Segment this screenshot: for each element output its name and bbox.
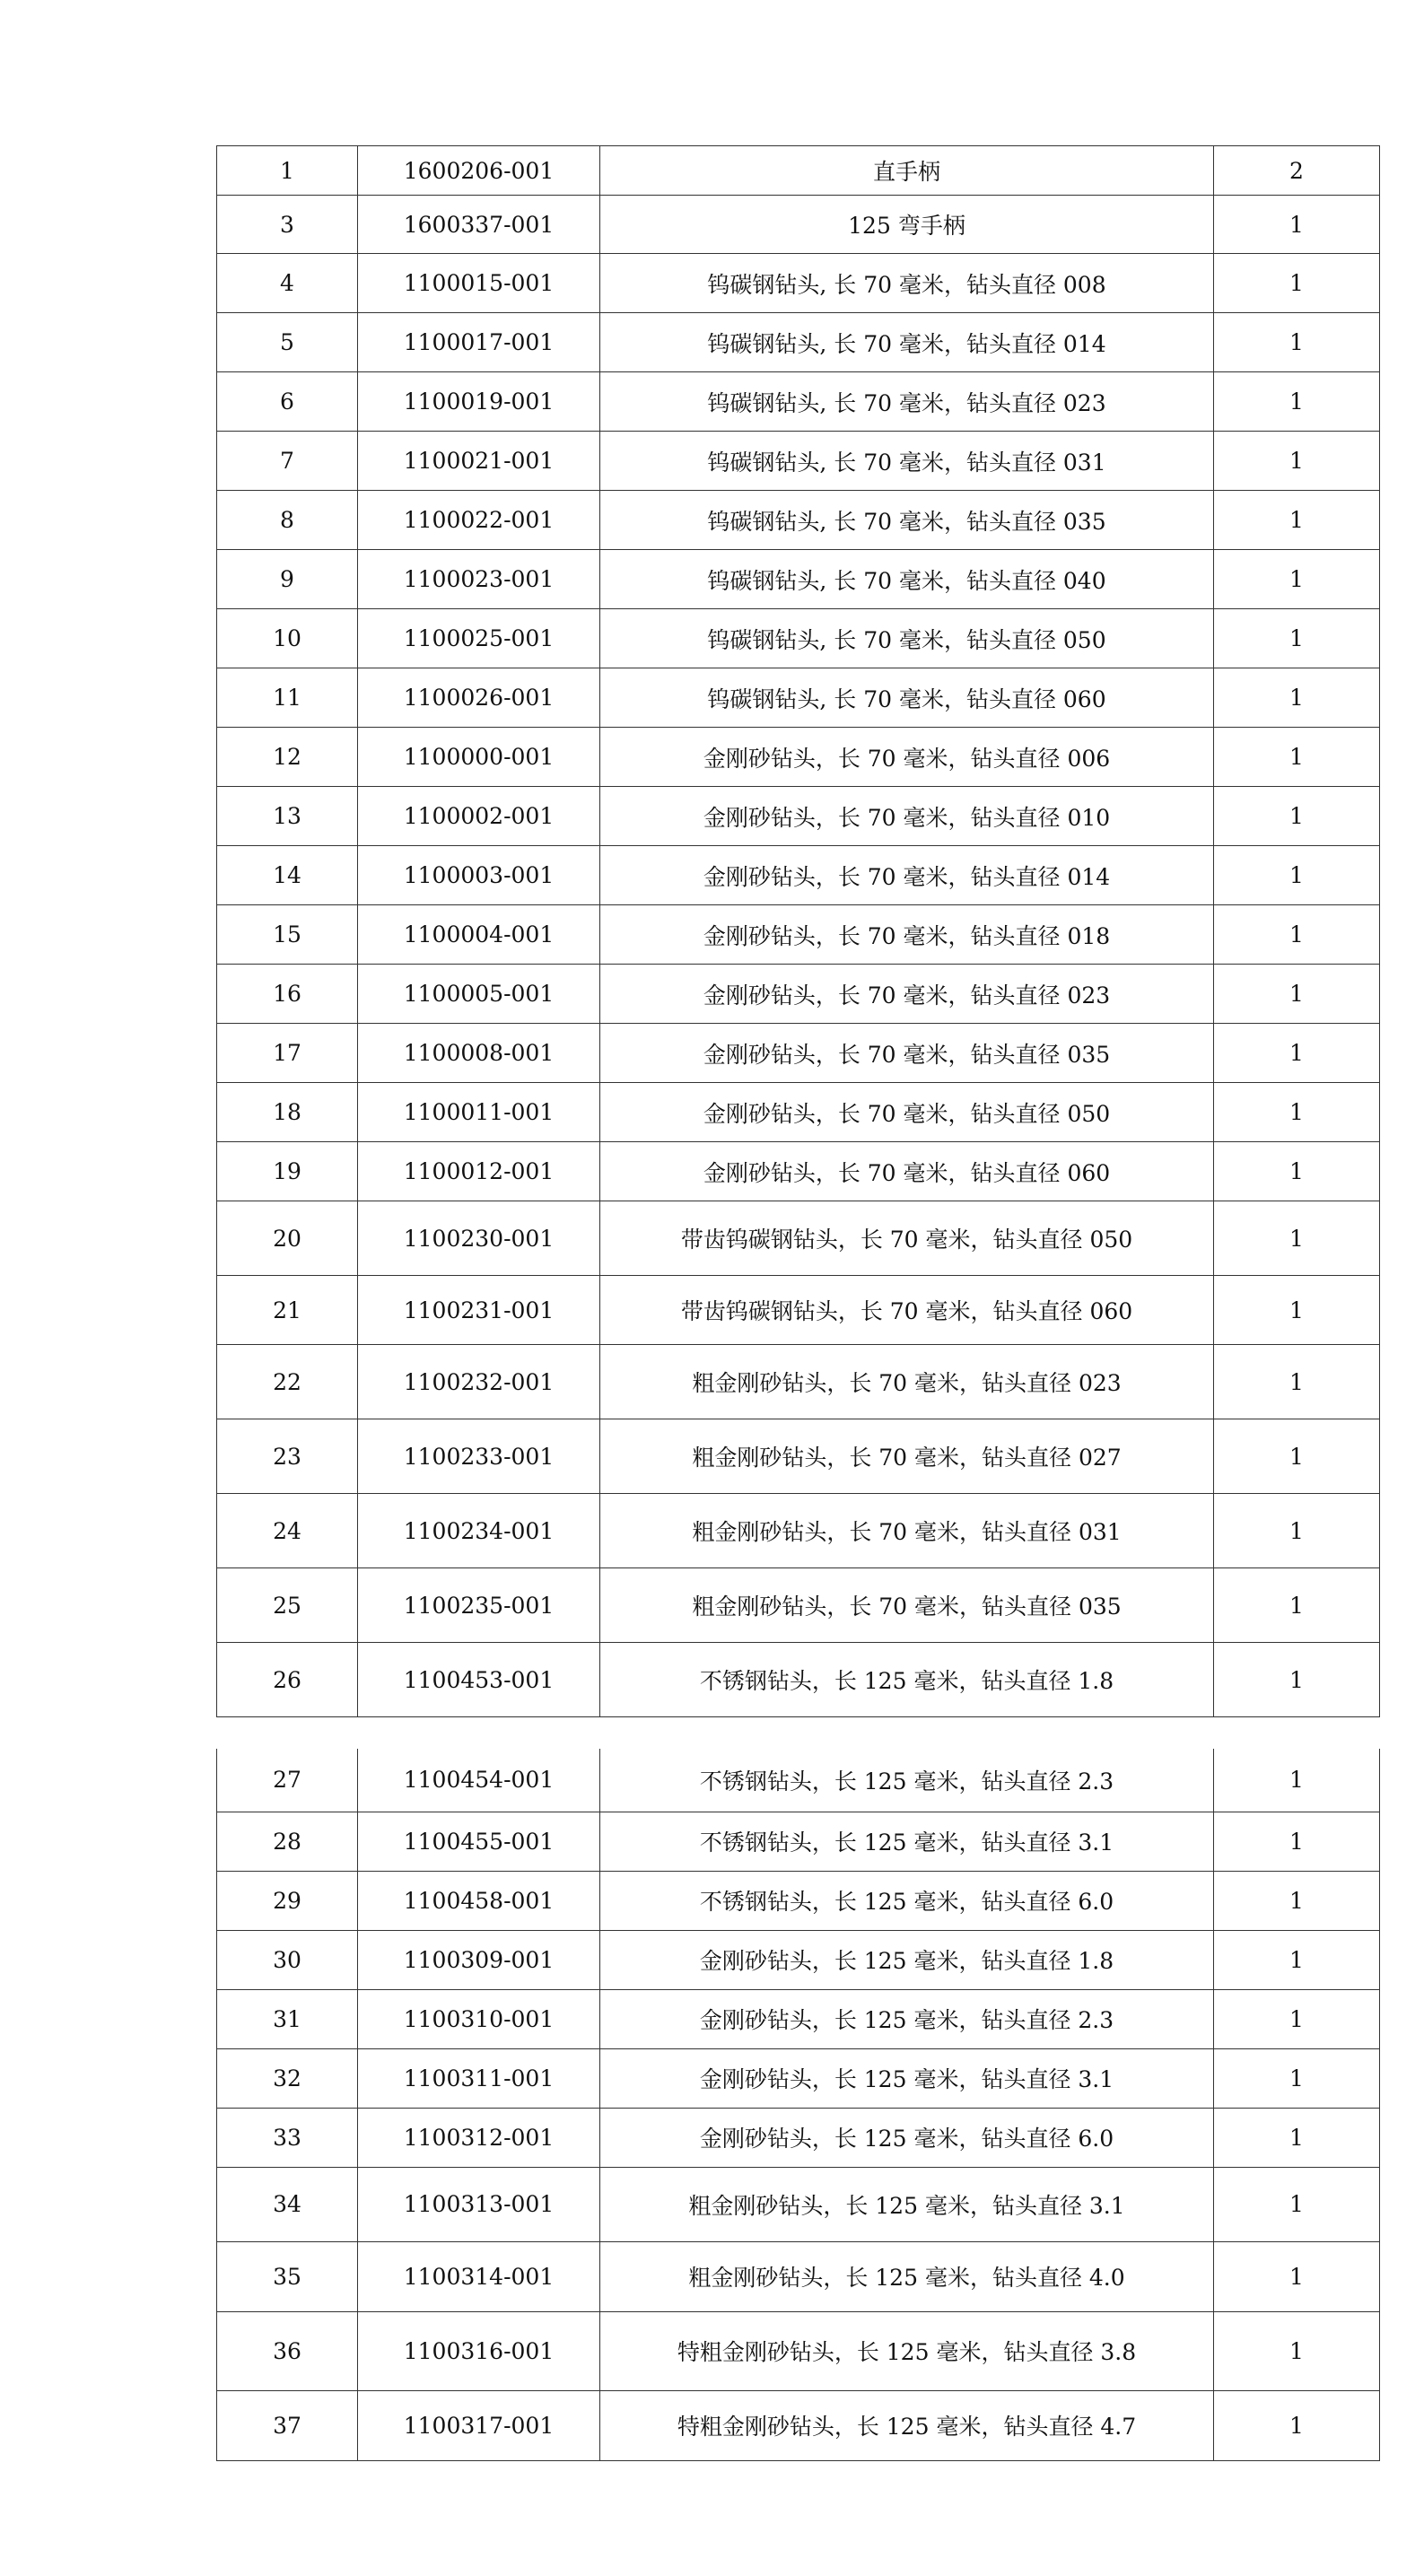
- row-number: 10: [217, 609, 358, 668]
- part-code: 1100455-001: [358, 1812, 600, 1871]
- row-number: 35: [217, 2241, 358, 2311]
- row-number: 4: [217, 254, 358, 313]
- table-row: [217, 1419, 1380, 1494]
- row-number: 12: [217, 728, 358, 787]
- quantity: 1: [1214, 2167, 1380, 2241]
- quantity: 1: [1214, 1419, 1380, 1494]
- table-row: [217, 846, 1380, 905]
- row-number: 13: [217, 787, 358, 846]
- table-row: [217, 550, 1380, 609]
- quantity: 1: [1214, 1345, 1380, 1419]
- parts-table-page-2: [216, 1749, 1380, 2461]
- row-number: 23: [217, 1419, 358, 1494]
- table-row: [217, 1643, 1380, 1717]
- part-code: 1100458-001: [358, 1871, 600, 1930]
- row-number: 19: [217, 1142, 358, 1201]
- quantity: 1: [1214, 1749, 1380, 1812]
- part-code: 1100310-001: [358, 1989, 600, 2048]
- part-code: 1100002-001: [358, 787, 600, 846]
- part-name: 金刚砂钻头，长 125 毫米，钻头直径 1.8: [600, 1930, 1214, 1989]
- part-name: 金刚砂钻头，长 70 毫米，钻头直径 023: [600, 965, 1214, 1024]
- part-code: 1100011-001: [358, 1083, 600, 1142]
- table-row: [217, 491, 1380, 550]
- row-number: 1: [217, 146, 358, 196]
- part-code: 1100005-001: [358, 965, 600, 1024]
- row-number: 32: [217, 2048, 358, 2108]
- part-code: 1100000-001: [358, 728, 600, 787]
- part-name: 金刚砂钻头，长 70 毫米，钻头直径 006: [600, 728, 1214, 787]
- table-row: [217, 1930, 1380, 1989]
- part-name: 带齿钨碳钢钻头，长 70 毫米，钻头直径 060: [600, 1276, 1214, 1345]
- table-row: [217, 1749, 1380, 1812]
- quantity: 1: [1214, 2241, 1380, 2311]
- quantity: 1: [1214, 2390, 1380, 2460]
- part-name: 不锈钢钻头，长 125 毫米，钻头直径 6.0: [600, 1871, 1214, 1930]
- row-number: 7: [217, 432, 358, 491]
- part-code: 1100309-001: [358, 1930, 600, 1989]
- table-row: [217, 1871, 1380, 1930]
- part-name: 不锈钢钻头，长 125 毫米，钻头直径 3.1: [600, 1812, 1214, 1871]
- table-row: [217, 432, 1380, 491]
- part-name: 粗金刚砂钻头，长 125 毫米，钻头直径 4.0: [600, 2241, 1214, 2311]
- table-row: [217, 965, 1380, 1024]
- part-code: 1100019-001: [358, 372, 600, 432]
- quantity: 1: [1214, 372, 1380, 432]
- table-row: [217, 1201, 1380, 1276]
- parts-table-page-1: [216, 145, 1380, 1717]
- part-name: 不锈钢钻头，长 125 毫米，钻头直径 2.3: [600, 1749, 1214, 1812]
- table-row: [217, 1276, 1380, 1345]
- table-row: [217, 2311, 1380, 2390]
- row-number: 29: [217, 1871, 358, 1930]
- part-code: 1100234-001: [358, 1494, 600, 1568]
- part-code: 1100313-001: [358, 2167, 600, 2241]
- quantity: 1: [1214, 1930, 1380, 1989]
- quantity: 1: [1214, 313, 1380, 372]
- table-row: [217, 2390, 1380, 2460]
- part-code: 1100311-001: [358, 2048, 600, 2108]
- quantity: 1: [1214, 728, 1380, 787]
- part-name: 粗金刚砂钻头，长 70 毫米，钻头直径 031: [600, 1494, 1214, 1568]
- part-name: 金刚砂钻头，长 70 毫米，钻头直径 018: [600, 905, 1214, 965]
- quantity: 1: [1214, 1142, 1380, 1201]
- part-code: 1100233-001: [358, 1419, 600, 1494]
- row-number: 9: [217, 550, 358, 609]
- part-name: 金刚砂钻头，长 125 毫米，钻头直径 2.3: [600, 1989, 1214, 2048]
- quantity: 1: [1214, 668, 1380, 728]
- table-row: [217, 254, 1380, 313]
- table-row: [217, 1989, 1380, 2048]
- table-row: [217, 146, 1380, 196]
- row-number: 8: [217, 491, 358, 550]
- table-row: [217, 609, 1380, 668]
- table-row: [217, 1494, 1380, 1568]
- row-number: 24: [217, 1494, 358, 1568]
- row-number: 31: [217, 1989, 358, 2048]
- row-number: 34: [217, 2167, 358, 2241]
- part-code: 1100314-001: [358, 2241, 600, 2311]
- part-name: 粗金刚砂钻头，长 70 毫米，钻头直径 027: [600, 1419, 1214, 1494]
- row-number: 14: [217, 846, 358, 905]
- table-row: [217, 313, 1380, 372]
- quantity: 1: [1214, 965, 1380, 1024]
- part-name: 粗金刚砂钻头，长 70 毫米，钻头直径 035: [600, 1568, 1214, 1643]
- quantity: 1: [1214, 1494, 1380, 1568]
- part-name: 特粗金刚砂钻头，长 125 毫米，钻头直径 4.7: [600, 2390, 1214, 2460]
- row-number: 37: [217, 2390, 358, 2460]
- part-code: 1100316-001: [358, 2311, 600, 2390]
- quantity: 1: [1214, 1568, 1380, 1643]
- part-code: 1100003-001: [358, 846, 600, 905]
- table-row: [217, 2048, 1380, 2108]
- part-name: 钨碳钢钻头, 长 70 毫米，钻头直径 031: [600, 432, 1214, 491]
- quantity: 1: [1214, 2108, 1380, 2167]
- part-name: 钨碳钢钻头, 长 70 毫米，钻头直径 008: [600, 254, 1214, 313]
- part-name: 125 弯手柄: [600, 196, 1214, 254]
- table-row: [217, 2108, 1380, 2167]
- row-number: 5: [217, 313, 358, 372]
- quantity: 1: [1214, 254, 1380, 313]
- part-name: 金刚砂钻头，长 125 毫米，钻头直径 6.0: [600, 2108, 1214, 2167]
- part-name: 金刚砂钻头，长 70 毫米，钻头直径 035: [600, 1024, 1214, 1083]
- quantity: 1: [1214, 905, 1380, 965]
- row-number: 3: [217, 196, 358, 254]
- quantity: 1: [1214, 1276, 1380, 1345]
- quantity: 1: [1214, 2048, 1380, 2108]
- part-code: 1100232-001: [358, 1345, 600, 1419]
- part-code: 1100235-001: [358, 1568, 600, 1643]
- quantity: 1: [1214, 1201, 1380, 1276]
- part-code: 1100022-001: [358, 491, 600, 550]
- quantity: 1: [1214, 1812, 1380, 1871]
- row-number: 21: [217, 1276, 358, 1345]
- table-row: [217, 668, 1380, 728]
- part-code: 1100317-001: [358, 2390, 600, 2460]
- row-number: 6: [217, 372, 358, 432]
- quantity: 1: [1214, 1643, 1380, 1717]
- table-row: [217, 905, 1380, 965]
- row-number: 11: [217, 668, 358, 728]
- part-code: 1100012-001: [358, 1142, 600, 1201]
- quantity: 1: [1214, 2311, 1380, 2390]
- part-code: 1100231-001: [358, 1276, 600, 1345]
- row-number: 18: [217, 1083, 358, 1142]
- part-name: 钨碳钢钻头, 长 70 毫米，钻头直径 040: [600, 550, 1214, 609]
- table-row: [217, 2167, 1380, 2241]
- row-number: 22: [217, 1345, 358, 1419]
- quantity: 1: [1214, 196, 1380, 254]
- part-name: 金刚砂钻头，长 70 毫米，钻头直径 050: [600, 1083, 1214, 1142]
- quantity: 1: [1214, 1083, 1380, 1142]
- part-code: 1100026-001: [358, 668, 600, 728]
- part-name: 不锈钢钻头，长 125 毫米，钻头直径 1.8: [600, 1643, 1214, 1717]
- row-number: 36: [217, 2311, 358, 2390]
- row-number: 30: [217, 1930, 358, 1989]
- part-code: 1100015-001: [358, 254, 600, 313]
- row-number: 28: [217, 1812, 358, 1871]
- part-name: 钨碳钢钻头, 长 70 毫米，钻头直径 014: [600, 313, 1214, 372]
- part-name: 直手柄: [600, 146, 1214, 196]
- row-number: 16: [217, 965, 358, 1024]
- table-row: [217, 728, 1380, 787]
- part-name: 金刚砂钻头，长 125 毫米，钻头直径 3.1: [600, 2048, 1214, 2108]
- table-row: [217, 1142, 1380, 1201]
- part-name: 钨碳钢钻头, 长 70 毫米，钻头直径 035: [600, 491, 1214, 550]
- part-name: 粗金刚砂钻头，长 70 毫米，钻头直径 023: [600, 1345, 1214, 1419]
- part-code: 1100454-001: [358, 1749, 600, 1812]
- row-number: 26: [217, 1643, 358, 1717]
- part-code: 1100230-001: [358, 1201, 600, 1276]
- part-code: 1100004-001: [358, 905, 600, 965]
- row-number: 15: [217, 905, 358, 965]
- part-name: 特粗金刚砂钻头，长 125 毫米，钻头直径 3.8: [600, 2311, 1214, 2390]
- row-number: 20: [217, 1201, 358, 1276]
- part-code: 1600337-001: [358, 196, 600, 254]
- table-row: [217, 787, 1380, 846]
- row-number: 33: [217, 2108, 358, 2167]
- part-code: 1600206-001: [358, 146, 600, 196]
- quantity: 1: [1214, 609, 1380, 668]
- quantity: 1: [1214, 491, 1380, 550]
- part-name: 带齿钨碳钢钻头，长 70 毫米，钻头直径 050: [600, 1201, 1214, 1276]
- quantity: 1: [1214, 432, 1380, 491]
- quantity: 1: [1214, 787, 1380, 846]
- table-row: [217, 2241, 1380, 2311]
- table-row: [217, 196, 1380, 254]
- row-number: 27: [217, 1749, 358, 1812]
- quantity: 2: [1214, 146, 1380, 196]
- quantity: 1: [1214, 846, 1380, 905]
- part-name: 粗金刚砂钻头，长 125 毫米，钻头直径 3.1: [600, 2167, 1214, 2241]
- quantity: 1: [1214, 1989, 1380, 2048]
- part-code: 1100025-001: [358, 609, 600, 668]
- part-code: 1100008-001: [358, 1024, 600, 1083]
- quantity: 1: [1214, 550, 1380, 609]
- row-number: 17: [217, 1024, 358, 1083]
- table-row: [217, 1568, 1380, 1643]
- table-row: [217, 1812, 1380, 1871]
- table-row: [217, 372, 1380, 432]
- part-code: 1100023-001: [358, 550, 600, 609]
- part-code: 1100453-001: [358, 1643, 600, 1717]
- part-name: 钨碳钢钻头, 长 70 毫米，钻头直径 023: [600, 372, 1214, 432]
- part-code: 1100021-001: [358, 432, 600, 491]
- row-number: 25: [217, 1568, 358, 1643]
- part-name: 金刚砂钻头，长 70 毫米，钻头直径 060: [600, 1142, 1214, 1201]
- table-row: [217, 1083, 1380, 1142]
- part-code: 1100312-001: [358, 2108, 600, 2167]
- part-name: 钨碳钢钻头, 长 70 毫米，钻头直径 060: [600, 668, 1214, 728]
- part-name: 金刚砂钻头，长 70 毫米，钻头直径 010: [600, 787, 1214, 846]
- table-row: [217, 1024, 1380, 1083]
- table-row: [217, 1345, 1380, 1419]
- part-name: 金刚砂钻头，长 70 毫米，钻头直径 014: [600, 846, 1214, 905]
- quantity: 1: [1214, 1871, 1380, 1930]
- part-code: 1100017-001: [358, 313, 600, 372]
- part-name: 钨碳钢钻头, 长 70 毫米，钻头直径 050: [600, 609, 1214, 668]
- quantity: 1: [1214, 1024, 1380, 1083]
